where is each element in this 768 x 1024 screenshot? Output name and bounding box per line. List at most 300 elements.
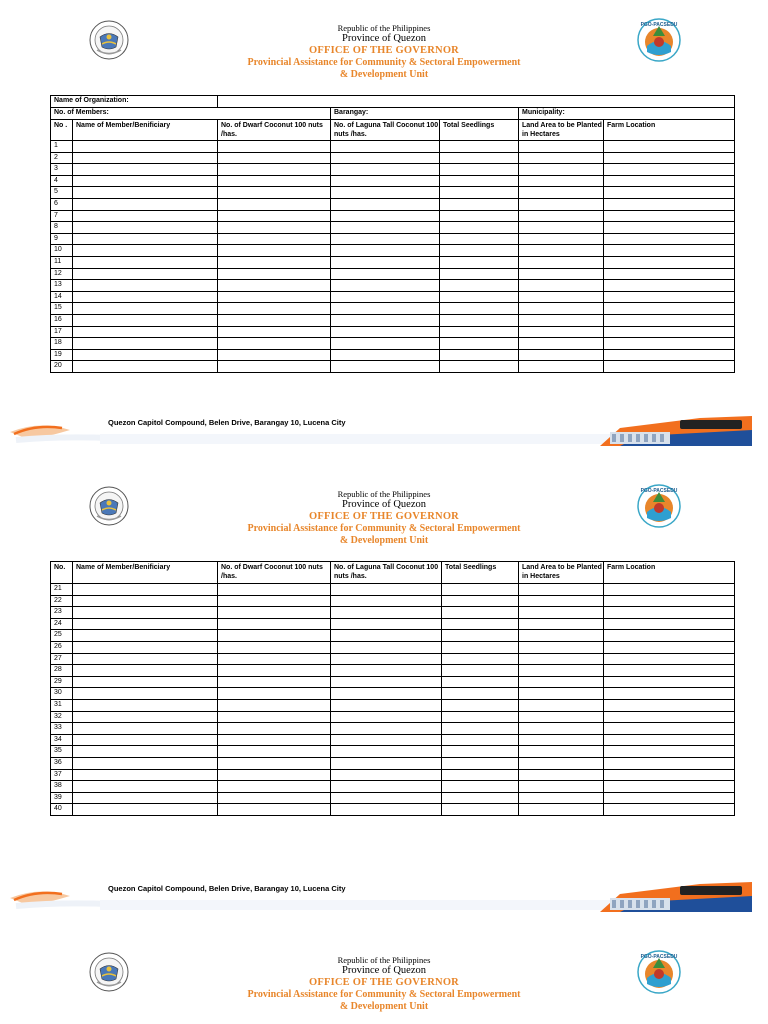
dwarf-cell[interactable] xyxy=(218,769,331,781)
land-area-cell[interactable] xyxy=(519,757,604,769)
dwarf-cell[interactable] xyxy=(218,781,331,793)
land-area-cell[interactable] xyxy=(519,641,604,653)
land-area-cell[interactable] xyxy=(519,688,604,700)
table-row xyxy=(51,256,735,268)
seedlings-cell[interactable] xyxy=(442,699,519,711)
farm-location-cell[interactable] xyxy=(604,630,735,642)
land-area-cell[interactable] xyxy=(519,222,604,234)
farm-location-cell[interactable] xyxy=(604,607,735,619)
laguna-cell[interactable] xyxy=(331,268,440,280)
table-row xyxy=(51,757,735,769)
name-cell[interactable] xyxy=(73,256,218,268)
seedlings-cell[interactable] xyxy=(442,595,519,607)
seedlings-cell[interactable] xyxy=(442,781,519,793)
laguna-cell[interactable] xyxy=(331,699,442,711)
farm-location-cell[interactable] xyxy=(604,303,735,315)
name-cell[interactable] xyxy=(73,268,218,280)
footer-banner-icon xyxy=(0,410,768,450)
name-cell[interactable] xyxy=(73,699,218,711)
name-cell[interactable] xyxy=(73,349,218,361)
seedlings-cell[interactable] xyxy=(442,757,519,769)
dwarf-cell[interactable] xyxy=(218,595,331,607)
row-number: 7 xyxy=(51,210,73,222)
dwarf-cell[interactable] xyxy=(218,688,331,700)
land-area-cell[interactable] xyxy=(519,187,604,199)
dwarf-cell[interactable] xyxy=(218,326,331,338)
dwarf-cell[interactable] xyxy=(218,676,331,688)
name-cell[interactable] xyxy=(73,245,218,257)
seedlings-cell[interactable] xyxy=(440,152,519,164)
laguna-cell[interactable] xyxy=(331,584,442,596)
dwarf-cell[interactable] xyxy=(218,584,331,596)
col-laguna: No. of Laguna Tall Coconut 100 nuts /has. xyxy=(331,562,442,584)
name-cell[interactable] xyxy=(73,792,218,804)
name-cell[interactable] xyxy=(73,233,218,245)
farm-location-cell[interactable] xyxy=(604,338,735,350)
seedlings-cell[interactable] xyxy=(440,175,519,187)
dwarf-cell[interactable] xyxy=(218,665,331,677)
row-number: 4 xyxy=(51,175,73,187)
farm-location-cell[interactable] xyxy=(604,653,735,665)
row-number: 37 xyxy=(51,769,73,781)
farm-location-cell[interactable] xyxy=(604,291,735,303)
table-row xyxy=(51,665,735,677)
name-cell[interactable] xyxy=(73,291,218,303)
land-area-cell[interactable] xyxy=(519,792,604,804)
name-cell[interactable] xyxy=(73,314,218,326)
land-area-cell[interactable] xyxy=(519,349,604,361)
laguna-cell[interactable] xyxy=(331,198,440,210)
col-seedlings: Total Seedlings xyxy=(440,120,519,141)
seedlings-cell[interactable] xyxy=(442,630,519,642)
laguna-cell[interactable] xyxy=(331,804,442,816)
land-area-cell[interactable] xyxy=(519,676,604,688)
seedlings-cell[interactable] xyxy=(442,804,519,816)
name-cell[interactable] xyxy=(73,688,218,700)
land-area-cell[interactable] xyxy=(519,769,604,781)
laguna-cell[interactable] xyxy=(331,711,442,723)
row-number: 22 xyxy=(51,595,73,607)
table-row xyxy=(51,233,735,245)
farm-location-cell[interactable] xyxy=(604,256,735,268)
dwarf-cell[interactable] xyxy=(218,746,331,758)
dwarf-cell[interactable] xyxy=(218,361,331,373)
office-line: OFFICE OF THE GOVERNOR xyxy=(309,977,459,988)
row-number: 8 xyxy=(51,222,73,234)
seedlings-cell[interactable] xyxy=(440,164,519,176)
org-name-field[interactable] xyxy=(218,96,735,108)
seedlings-cell[interactable] xyxy=(442,711,519,723)
laguna-cell[interactable] xyxy=(331,361,440,373)
table-row xyxy=(51,210,735,222)
name-cell[interactable] xyxy=(73,711,218,723)
seedlings-cell[interactable] xyxy=(440,303,519,315)
table-row xyxy=(51,804,735,816)
dwarf-cell[interactable] xyxy=(218,338,331,350)
name-cell[interactable] xyxy=(73,152,218,164)
name-cell[interactable] xyxy=(73,303,218,315)
dwarf-cell[interactable] xyxy=(218,233,331,245)
laguna-cell[interactable] xyxy=(331,303,440,315)
laguna-cell[interactable] xyxy=(331,245,440,257)
seedlings-cell[interactable] xyxy=(442,769,519,781)
land-area-cell[interactable] xyxy=(519,210,604,222)
seedlings-cell[interactable] xyxy=(440,280,519,292)
dwarf-cell[interactable] xyxy=(218,757,331,769)
farm-location-cell[interactable] xyxy=(604,314,735,326)
laguna-cell[interactable] xyxy=(331,222,440,234)
land-area-cell[interactable] xyxy=(519,618,604,630)
dwarf-cell[interactable] xyxy=(218,630,331,642)
farm-location-cell[interactable] xyxy=(604,245,735,257)
laguna-cell[interactable] xyxy=(331,210,440,222)
laguna-cell[interactable] xyxy=(331,280,440,292)
laguna-cell[interactable] xyxy=(331,665,442,677)
dwarf-cell[interactable] xyxy=(218,349,331,361)
dwarf-cell[interactable] xyxy=(218,607,331,619)
seedlings-cell[interactable] xyxy=(442,723,519,735)
land-area-cell[interactable] xyxy=(519,584,604,596)
table-row xyxy=(51,734,735,746)
farm-location-cell[interactable] xyxy=(604,792,735,804)
dwarf-cell[interactable] xyxy=(218,734,331,746)
laguna-cell[interactable] xyxy=(331,641,442,653)
table-row xyxy=(51,746,735,758)
dwarf-cell[interactable] xyxy=(218,141,331,153)
land-area-cell[interactable] xyxy=(519,361,604,373)
table-row xyxy=(51,781,735,793)
laguna-cell[interactable] xyxy=(331,175,440,187)
laguna-cell[interactable] xyxy=(331,326,440,338)
land-area-cell[interactable] xyxy=(519,141,604,153)
farm-location-cell[interactable] xyxy=(604,746,735,758)
name-cell[interactable] xyxy=(73,607,218,619)
dwarf-cell[interactable] xyxy=(218,303,331,315)
row-number: 12 xyxy=(51,268,73,280)
dwarf-cell[interactable] xyxy=(218,804,331,816)
seedlings-cell[interactable] xyxy=(440,349,519,361)
seedlings-cell[interactable] xyxy=(440,245,519,257)
table-row xyxy=(51,361,735,373)
seedlings-cell[interactable] xyxy=(442,746,519,758)
land-area-cell[interactable] xyxy=(519,595,604,607)
farm-location-cell[interactable] xyxy=(604,595,735,607)
laguna-cell[interactable] xyxy=(331,676,442,688)
dwarf-cell[interactable] xyxy=(218,711,331,723)
farm-location-cell[interactable] xyxy=(604,326,735,338)
dwarf-cell[interactable] xyxy=(218,314,331,326)
name-cell[interactable] xyxy=(73,210,218,222)
land-area-cell[interactable] xyxy=(519,699,604,711)
table-row xyxy=(51,630,735,642)
name-cell[interactable] xyxy=(73,187,218,199)
seedlings-cell[interactable] xyxy=(440,141,519,153)
laguna-cell[interactable] xyxy=(331,349,440,361)
seedlings-cell[interactable] xyxy=(442,688,519,700)
farm-location-cell[interactable] xyxy=(604,164,735,176)
laguna-cell[interactable] xyxy=(331,595,442,607)
farm-location-cell[interactable] xyxy=(604,584,735,596)
seedlings-cell[interactable] xyxy=(442,641,519,653)
unit-line: Provincial Assistance for Community & Sectoral Empowerment xyxy=(247,989,521,1000)
laguna-cell[interactable] xyxy=(331,781,442,793)
laguna-cell[interactable] xyxy=(331,256,440,268)
land-area-cell[interactable] xyxy=(519,711,604,723)
farm-location-cell[interactable] xyxy=(604,641,735,653)
table-row xyxy=(51,245,735,257)
land-area-cell[interactable] xyxy=(519,338,604,350)
province-line: Province of Quezon xyxy=(342,499,426,510)
name-cell[interactable] xyxy=(73,804,218,816)
land-area-cell[interactable] xyxy=(519,233,604,245)
name-cell[interactable] xyxy=(73,222,218,234)
seedlings-cell[interactable] xyxy=(440,222,519,234)
dwarf-cell[interactable] xyxy=(218,187,331,199)
laguna-cell[interactable] xyxy=(331,338,440,350)
dwarf-cell[interactable] xyxy=(218,198,331,210)
seedlings-cell[interactable] xyxy=(440,198,519,210)
land-area-cell[interactable] xyxy=(519,152,604,164)
farm-location-cell[interactable] xyxy=(604,210,735,222)
farm-location-cell[interactable] xyxy=(604,699,735,711)
land-area-cell[interactable] xyxy=(519,804,604,816)
municipality-label: Municipality: xyxy=(519,108,735,120)
laguna-cell[interactable] xyxy=(331,653,442,665)
dwarf-cell[interactable] xyxy=(218,210,331,222)
dwarf-cell[interactable] xyxy=(218,291,331,303)
farm-location-cell[interactable] xyxy=(604,804,735,816)
name-cell[interactable] xyxy=(73,584,218,596)
seedlings-cell[interactable] xyxy=(442,584,519,596)
seedlings-cell[interactable] xyxy=(440,338,519,350)
land-area-cell[interactable] xyxy=(519,734,604,746)
seedlings-cell[interactable] xyxy=(440,210,519,222)
laguna-cell[interactable] xyxy=(331,314,440,326)
laguna-cell[interactable] xyxy=(331,291,440,303)
dwarf-cell[interactable] xyxy=(218,618,331,630)
table-row xyxy=(51,280,735,292)
laguna-cell[interactable] xyxy=(331,233,440,245)
col-farm-location: Farm Location xyxy=(604,562,735,584)
land-area-cell[interactable] xyxy=(519,280,604,292)
footer-address: Quezon Capitol Compound, Belen Drive, Barangay 10, Lucena City xyxy=(108,884,346,893)
land-area-cell[interactable] xyxy=(519,291,604,303)
row-number: 26 xyxy=(51,641,73,653)
unit-line-2: & Development Unit xyxy=(339,69,429,80)
seedlings-cell[interactable] xyxy=(440,268,519,280)
name-cell[interactable] xyxy=(73,175,218,187)
land-area-cell[interactable] xyxy=(519,607,604,619)
dwarf-cell[interactable] xyxy=(218,653,331,665)
seedlings-cell[interactable] xyxy=(440,256,519,268)
dwarf-cell[interactable] xyxy=(218,256,331,268)
col-no: No . xyxy=(51,120,73,141)
laguna-cell[interactable] xyxy=(331,746,442,758)
barangay-label: Barangay: xyxy=(331,108,519,120)
laguna-cell[interactable] xyxy=(331,618,442,630)
col-land-area: Land Area to be Planted in Hectares xyxy=(519,120,604,141)
laguna-cell[interactable] xyxy=(331,164,440,176)
table-row xyxy=(51,723,735,735)
dwarf-cell[interactable] xyxy=(218,280,331,292)
seedlings-cell[interactable] xyxy=(442,734,519,746)
farm-location-cell[interactable] xyxy=(604,361,735,373)
name-cell[interactable] xyxy=(73,676,218,688)
table-row xyxy=(51,164,735,176)
org-name-label: Name of Organization: xyxy=(51,96,218,108)
row-number: 24 xyxy=(51,618,73,630)
name-cell[interactable] xyxy=(73,734,218,746)
farm-location-cell[interactable] xyxy=(604,268,735,280)
office-line: OFFICE OF THE GOVERNOR xyxy=(309,511,459,522)
unit-line: Provincial Assistance for Community & Sectoral Empowerment xyxy=(247,523,521,534)
laguna-cell[interactable] xyxy=(331,734,442,746)
land-area-cell[interactable] xyxy=(519,198,604,210)
name-cell[interactable] xyxy=(73,665,218,677)
row-number: 13 xyxy=(51,280,73,292)
laguna-cell[interactable] xyxy=(331,757,442,769)
land-area-cell[interactable] xyxy=(519,781,604,793)
seedlings-cell[interactable] xyxy=(442,665,519,677)
seedlings-cell[interactable] xyxy=(442,618,519,630)
farm-location-cell[interactable] xyxy=(604,349,735,361)
row-number: 20 xyxy=(51,361,73,373)
farm-location-cell[interactable] xyxy=(604,734,735,746)
farm-location-cell[interactable] xyxy=(604,618,735,630)
seedlings-cell[interactable] xyxy=(440,187,519,199)
table-row xyxy=(51,711,735,723)
row-number: 1 xyxy=(51,141,73,153)
land-area-cell[interactable] xyxy=(519,723,604,735)
land-area-cell[interactable] xyxy=(519,326,604,338)
land-area-cell[interactable] xyxy=(519,175,604,187)
dwarf-cell[interactable] xyxy=(218,792,331,804)
name-cell[interactable] xyxy=(73,641,218,653)
land-area-cell[interactable] xyxy=(519,303,604,315)
land-area-cell[interactable] xyxy=(519,746,604,758)
col-land-area: Land Area to be Planted in Hectares xyxy=(519,562,604,584)
dwarf-cell[interactable] xyxy=(218,222,331,234)
land-area-cell[interactable] xyxy=(519,665,604,677)
name-cell[interactable] xyxy=(73,164,218,176)
seedlings-cell[interactable] xyxy=(442,653,519,665)
dwarf-cell[interactable] xyxy=(218,245,331,257)
farm-location-cell[interactable] xyxy=(604,152,735,164)
farm-location-cell[interactable] xyxy=(604,757,735,769)
name-cell[interactable] xyxy=(73,361,218,373)
farm-location-cell[interactable] xyxy=(604,769,735,781)
row-number: 28 xyxy=(51,665,73,677)
land-area-cell[interactable] xyxy=(519,653,604,665)
laguna-cell[interactable] xyxy=(331,769,442,781)
farm-location-cell[interactable] xyxy=(604,781,735,793)
name-cell[interactable] xyxy=(73,630,218,642)
laguna-cell[interactable] xyxy=(331,688,442,700)
col-dwarf: No. of Dwarf Coconut 100 nuts /has. xyxy=(218,562,331,584)
land-area-cell[interactable] xyxy=(519,164,604,176)
farm-location-cell[interactable] xyxy=(604,723,735,735)
land-area-cell[interactable] xyxy=(519,268,604,280)
table-row xyxy=(51,769,735,781)
seedlings-cell[interactable] xyxy=(440,291,519,303)
land-area-cell[interactable] xyxy=(519,314,604,326)
seedlings-cell[interactable] xyxy=(442,676,519,688)
seedlings-cell[interactable] xyxy=(440,233,519,245)
land-area-cell[interactable] xyxy=(519,256,604,268)
laguna-cell[interactable] xyxy=(331,723,442,735)
row-number: 25 xyxy=(51,630,73,642)
laguna-cell[interactable] xyxy=(331,792,442,804)
table-row xyxy=(51,187,735,199)
name-cell[interactable] xyxy=(73,326,218,338)
farm-location-cell[interactable] xyxy=(604,280,735,292)
farm-location-cell[interactable] xyxy=(604,233,735,245)
name-cell[interactable] xyxy=(73,141,218,153)
name-cell[interactable] xyxy=(73,746,218,758)
farm-location-cell[interactable] xyxy=(604,688,735,700)
row-number: 32 xyxy=(51,711,73,723)
laguna-cell[interactable] xyxy=(331,630,442,642)
farm-location-cell[interactable] xyxy=(604,141,735,153)
land-area-cell[interactable] xyxy=(519,245,604,257)
name-cell[interactable] xyxy=(73,769,218,781)
row-number: 17 xyxy=(51,326,73,338)
row-number: 33 xyxy=(51,723,73,735)
farm-location-cell[interactable] xyxy=(604,676,735,688)
farm-location-cell[interactable] xyxy=(604,665,735,677)
name-cell[interactable] xyxy=(73,338,218,350)
dwarf-cell[interactable] xyxy=(218,699,331,711)
table-row xyxy=(51,584,735,596)
name-cell[interactable] xyxy=(73,653,218,665)
name-cell[interactable] xyxy=(73,198,218,210)
name-cell[interactable] xyxy=(73,280,218,292)
laguna-cell[interactable] xyxy=(331,187,440,199)
land-area-cell[interactable] xyxy=(519,630,604,642)
dwarf-cell[interactable] xyxy=(218,641,331,653)
dwarf-cell[interactable] xyxy=(218,723,331,735)
seedlings-cell[interactable] xyxy=(440,361,519,373)
farm-location-cell[interactable] xyxy=(604,711,735,723)
farm-location-cell[interactable] xyxy=(604,175,735,187)
dwarf-cell[interactable] xyxy=(218,164,331,176)
seedlings-cell[interactable] xyxy=(442,607,519,619)
laguna-cell[interactable] xyxy=(331,152,440,164)
office-line: OFFICE OF THE GOVERNOR xyxy=(309,45,459,56)
table-row xyxy=(51,676,735,688)
farm-location-cell[interactable] xyxy=(604,198,735,210)
farm-location-cell[interactable] xyxy=(604,222,735,234)
name-cell[interactable] xyxy=(73,723,218,735)
name-cell[interactable] xyxy=(73,757,218,769)
farm-location-cell[interactable] xyxy=(604,187,735,199)
dwarf-cell[interactable] xyxy=(218,152,331,164)
laguna-cell[interactable] xyxy=(331,141,440,153)
letterhead xyxy=(0,955,768,1013)
seedlings-cell[interactable] xyxy=(442,792,519,804)
name-cell[interactable] xyxy=(73,781,218,793)
name-cell[interactable] xyxy=(73,595,218,607)
dwarf-cell[interactable] xyxy=(218,268,331,280)
seedlings-cell[interactable] xyxy=(440,314,519,326)
seedlings-cell[interactable] xyxy=(440,326,519,338)
footer-address: Quezon Capitol Compound, Belen Drive, Barangay 10, Lucena City xyxy=(108,418,346,427)
laguna-cell[interactable] xyxy=(331,607,442,619)
footer-1 xyxy=(0,410,768,450)
name-cell[interactable] xyxy=(73,618,218,630)
dwarf-cell[interactable] xyxy=(218,175,331,187)
row-number: 11 xyxy=(51,256,73,268)
